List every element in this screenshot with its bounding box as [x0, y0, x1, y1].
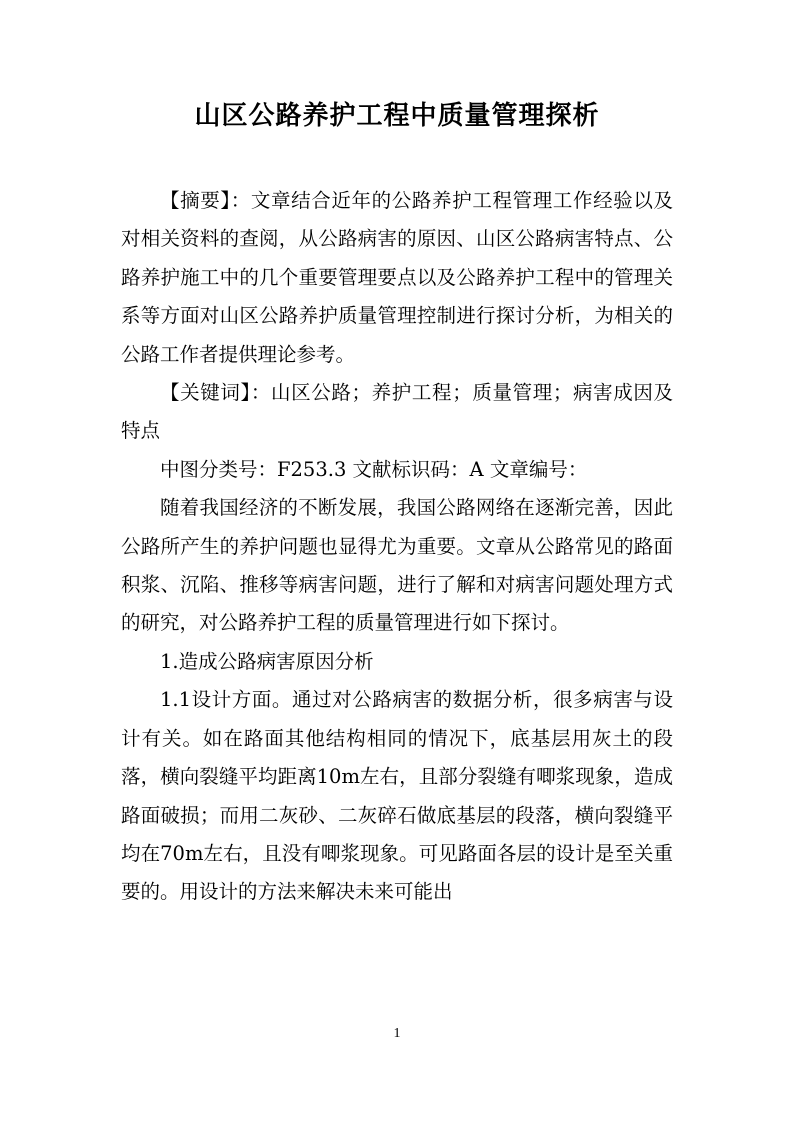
page-number: 1 [393, 1026, 401, 1041]
keywords-paragraph: 【关键词】：山区公路；养护工程；质量管理；病害成因及特点 [121, 381, 673, 443]
classification-line: 中图分类号：F253.3 文献标识码：A 文章编号： [160, 457, 588, 481]
intro-paragraph: 随着我国经济的不断发展，我国公路网络在逐渐完善，因此公路所产生的养护问题也显得尤为重要。文章从公路常见的路面积浆、沉陷、推移等病害问题，进行了解和对病害问题处理方式的研究，对公路养护工程的质量管理进行如下探讨。 [121, 496, 673, 635]
document-title: 山区公路养护工程中质量管理探析 [194, 101, 600, 131]
document-body [121, 182, 673, 912]
abstract-paragraph: 【摘要】：文章结合近年的公路养护工程管理工作经验以及对相关资料的查阅，从公路病害的原因、山区公路病害特点、公路养护施工中的几个重要管理要点以及公路养护工程中的管理关系等方面对山区公路养护质量管理控制进行探讨分析，为相关的公路工作者提供理论参考。 [121, 189, 673, 366]
body-paragraph: 1.1设计方面。通过对公路病害的数据分析，很多病害与设计有关。如在路面其他结构相同的情况下，底基层用灰土的段落，横向裂缝平均距离10m左右，且部分裂缝有唧浆现象，造成路面破损；而用二灰砂、二灰碎石做底基层的段落，横向裂缝平均在70m左右，且没有唧浆现象。可见路面各层的设计是至关重要的。用设计的方法来解决未来可能出 [121, 688, 673, 904]
section-heading: 1.造成公路病害原因分析 [160, 649, 374, 673]
